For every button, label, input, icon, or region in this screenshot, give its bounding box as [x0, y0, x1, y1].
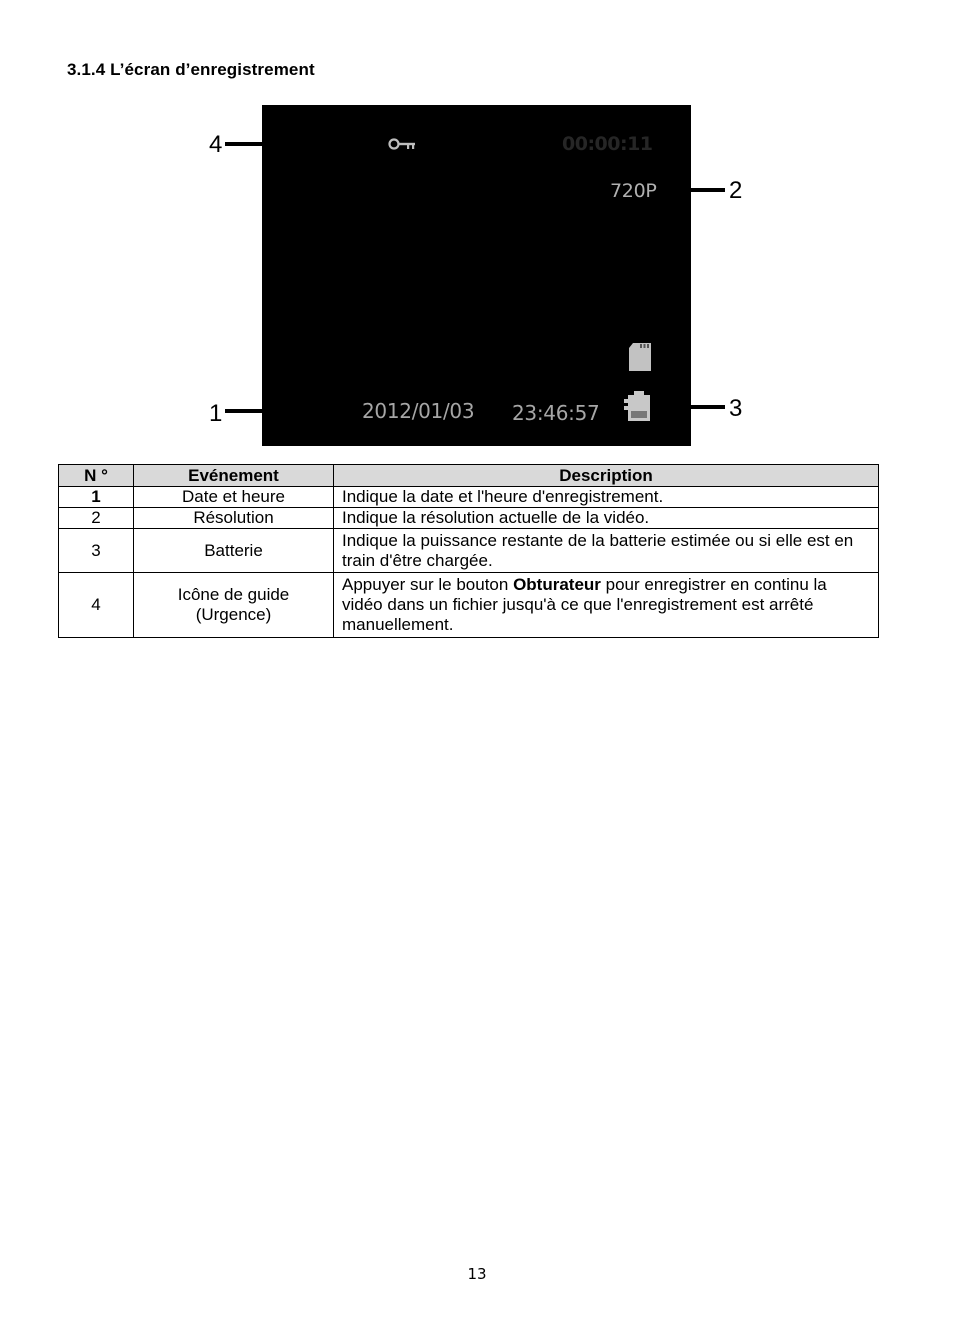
description-text-post: pour enregistrer en continu la vidéo dans un fichier jusqu'à ce que l'enregistrement est arrêté manuellement. — [342, 575, 827, 634]
row-event: Résolution — [134, 508, 334, 529]
callout-3-line — [656, 405, 725, 409]
row-number: 1 — [59, 487, 134, 508]
page-number: 13 — [467, 1265, 487, 1283]
table-row — [59, 573, 879, 638]
section-heading: 3.1.4 L’écran d’enregistrement — [67, 60, 315, 79]
camera-screen — [262, 105, 691, 446]
header-number: N ° — [59, 465, 134, 487]
key-icon — [388, 137, 418, 151]
callout-4-line — [225, 142, 379, 146]
header-event: Evénement — [134, 465, 334, 487]
callout-2-number: 2 — [729, 177, 743, 204]
table-header-row — [59, 465, 879, 487]
resolution-indicator: 720P — [610, 180, 657, 202]
table-row — [59, 487, 879, 508]
recording-time: 23:46:57 — [512, 401, 600, 425]
row-description: Indique la puissance restante de la batterie estimée ou si elle est en train d'être chargée. — [334, 529, 879, 573]
row-event — [134, 573, 334, 638]
row-description: Indique la date et l'heure d'enregistrement. — [334, 487, 879, 508]
events-table — [58, 464, 879, 638]
sd-card-icon — [628, 342, 652, 372]
row-description: Indique la résolution actuelle de la vidéo. — [334, 508, 879, 529]
recording-date: 2012/01/03 — [362, 399, 475, 423]
row-event-line1: Icône de guide — [177, 585, 290, 604]
description-text-bold: Obturateur — [513, 575, 601, 594]
row-event: Date et heure — [134, 487, 334, 508]
row-number: 3 — [59, 529, 134, 573]
row-description — [334, 573, 879, 638]
row-event-line2: (Urgence) — [195, 605, 272, 624]
elapsed-timer: 00:00:11 — [562, 133, 653, 155]
battery-charging-icon — [622, 389, 656, 423]
table-row — [59, 508, 879, 529]
callout-3-number: 3 — [729, 395, 743, 422]
header-description: Description — [334, 465, 879, 487]
row-number: 2 — [59, 508, 134, 529]
callout-2-line — [663, 188, 725, 192]
recording-screen-figure — [200, 100, 760, 450]
row-event: Batterie — [134, 529, 334, 573]
description-text-pre: Appuyer sur le bouton — [342, 575, 514, 594]
row-number: 4 — [59, 573, 134, 638]
callout-4-number: 4 — [209, 131, 223, 158]
callout-1-line — [225, 409, 351, 413]
callout-1-number: 1 — [209, 400, 223, 427]
table-row — [59, 529, 879, 573]
